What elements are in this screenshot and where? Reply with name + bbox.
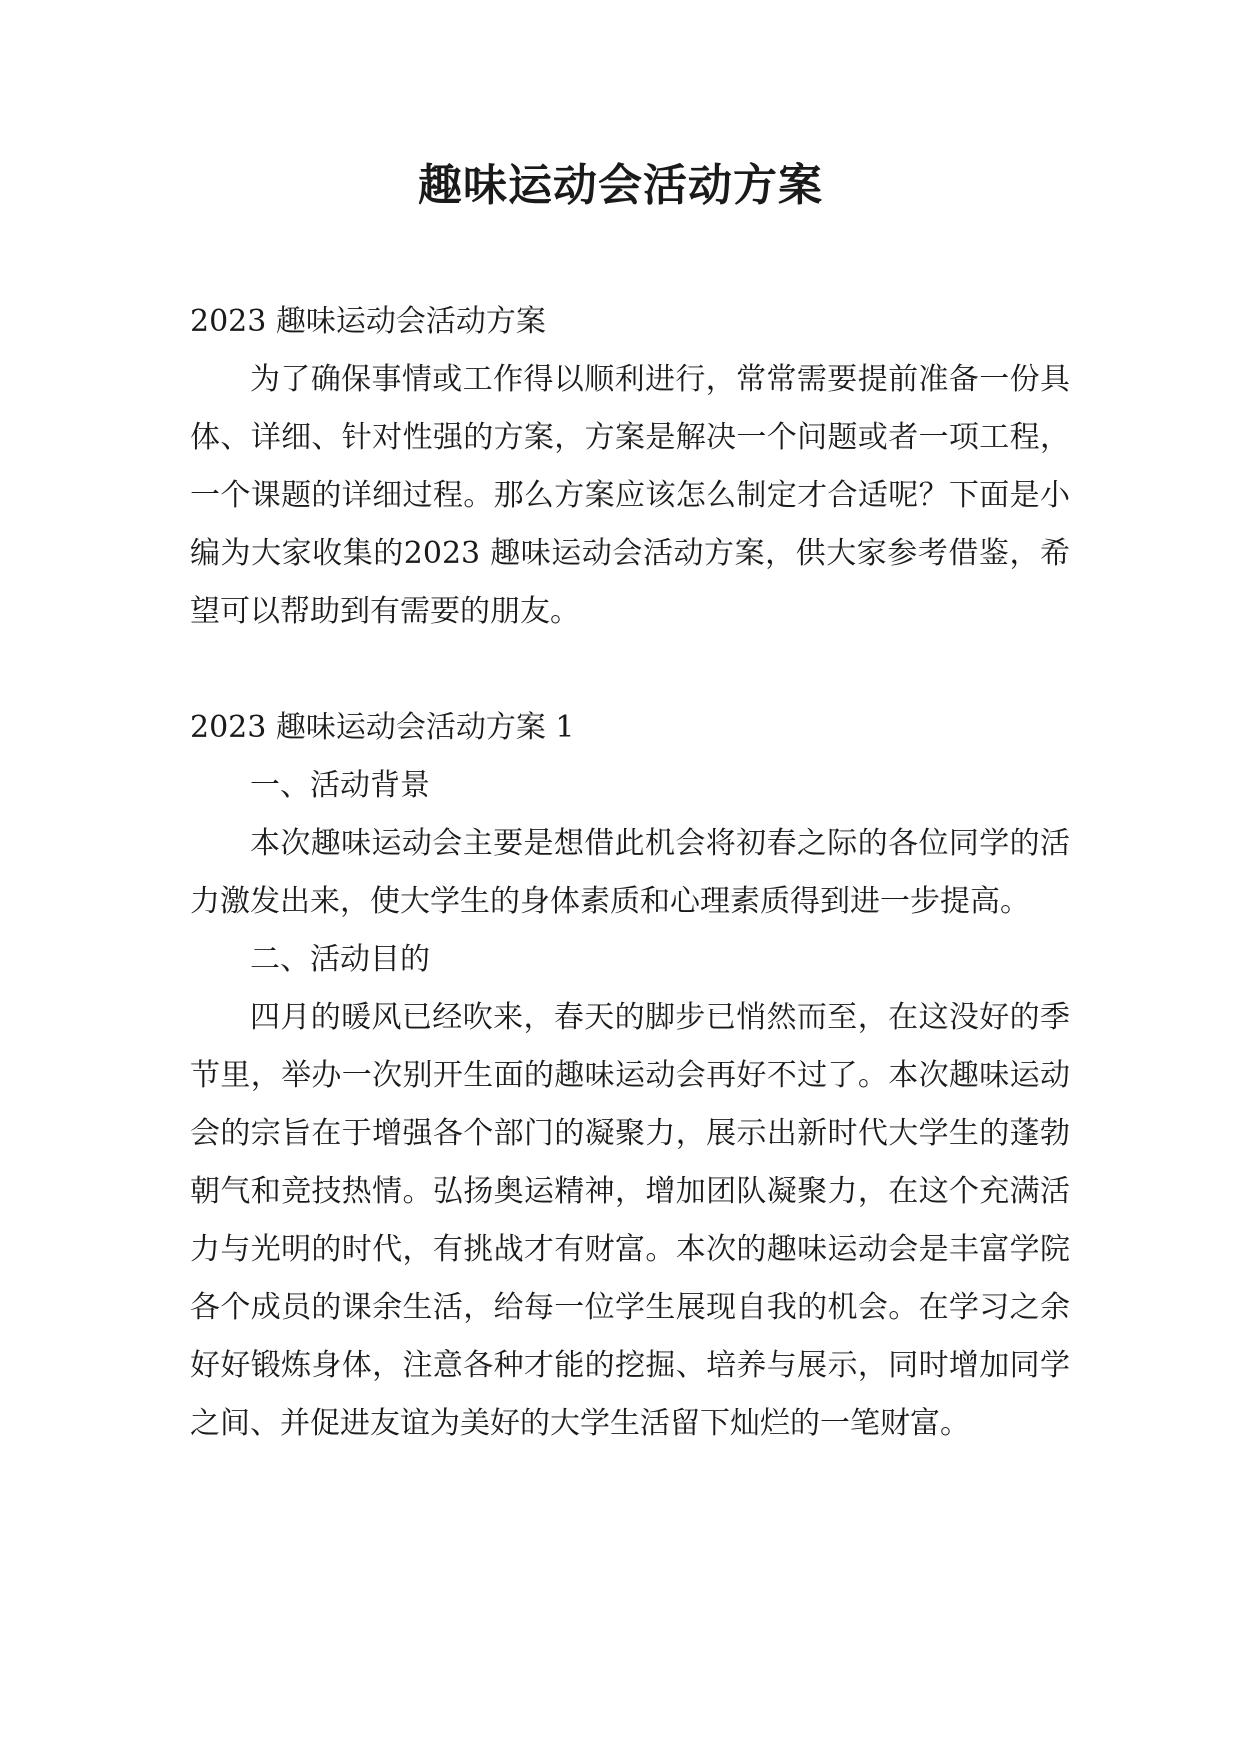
paragraph-background: 本次趣味运动会主要是想借此机会将初春之际的各位同学的活力激发出来，使大学生的身体素质和心理素质得到进一步提高。 xyxy=(190,826,1070,919)
section-title: 2023 趣味运动会活动方案 1 xyxy=(190,710,575,745)
document-subtitle: 2023 趣味运动会活动方案 xyxy=(190,304,546,339)
intro-paragraph: 为了确保事情或工作得以顺利进行，常常需要提前准备一份具体、详细、针对性强的方案，方案是解决一个问题或者一项工程，一个课题的详细过程。那么方案应该怎么制定才合适呢？下面是小编为大家收集的2023 趣味运动会活动方案，供大家参考借鉴，希望可以帮助到有需要的朋友。 xyxy=(190,362,1070,629)
paragraph-purpose: 四月的暖风已经吹来，春天的脚步已悄然而至，在这没好的季节里，举办一次别开生面的趣味运动会再好不过了。本次趣味运动会的宗旨在于增强各个部门的凝聚力，展示出新时代大学生的蓬勃朝气和竞技热情。弘扬奥运精神，增加团队凝聚力，在这个充满活力与光明的时代，有挑战才有财富。本次的趣味运动会是丰富学院各个成员的课余生活，给每一位学生展现自我的机会。在学习之余好好锻炼身体，注意各种才能的挖掘、培养与展示，同时增加同学之间、并促进友谊为美好的大学生活留下灿烂的一笔财富。 xyxy=(190,1000,1070,1441)
heading-purpose: 二、活动目的 xyxy=(250,942,430,977)
document-body xyxy=(190,293,1070,1453)
section-spacer xyxy=(190,641,1070,699)
document-title: 趣味运动会活动方案 xyxy=(418,160,823,211)
heading-background: 一、活动背景 xyxy=(250,768,430,803)
